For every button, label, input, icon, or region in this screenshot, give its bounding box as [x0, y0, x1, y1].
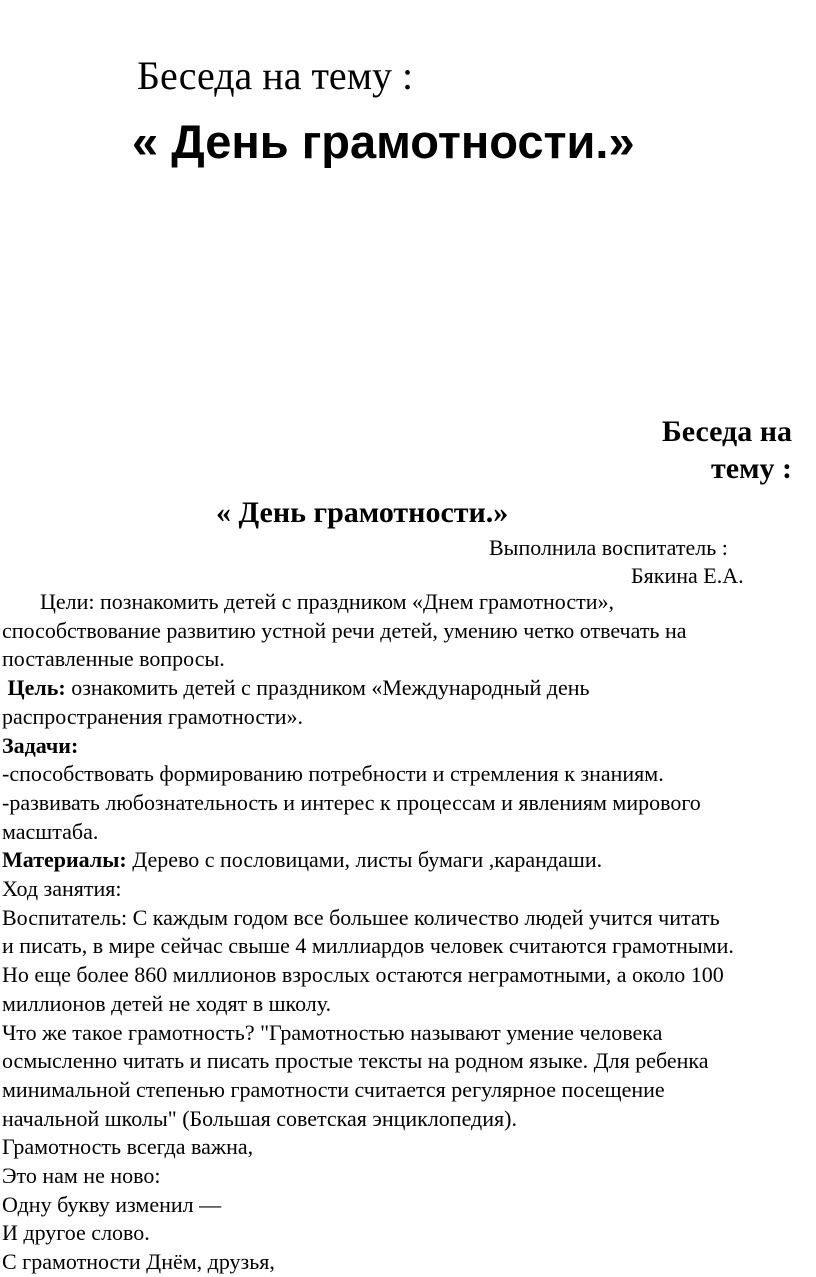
poem-line-4: И другое слово.: [2, 1220, 150, 1246]
paragraph-2-line-2: осмысленно читать и писать простые тексты на родном языке. Для ребенка: [2, 1048, 709, 1074]
paragraph-1-line-4: миллионов детей не ходят в школу.: [2, 990, 332, 1016]
author-block: [489, 534, 789, 590]
paragraph-2-line-3: минимальной степенью грамотности считается регулярное посещение: [2, 1076, 665, 1102]
materials-label: Материалы:: [2, 847, 127, 873]
cover-title: « День грамотности.»: [132, 115, 635, 168]
goal-label: Цель:: [7, 675, 66, 701]
paragraph-1-line-1: Воспитатель: С каждым годом все большее количество людей учится читать: [2, 904, 720, 930]
poem-line-3: Одну букву изменил —: [2, 1191, 222, 1217]
author-name: Бякина Е.А.: [631, 563, 744, 588]
goals-line-1: Цели: познакомить детей с праздником «Днем грамотности»,: [40, 589, 615, 614]
heading-line-1: Беседа на: [661, 415, 792, 448]
goals-line-3: поставленные вопросы.: [2, 646, 225, 672]
task-1: -способствовать формированию потребности и стремления к знаниям.: [2, 761, 664, 787]
poem-line-5: С грамотности Днём, друзья,: [2, 1249, 275, 1275]
paragraph-1-line-2: и писать, в мире сейчас свыше 4 миллиардов человек считаются грамотными.: [2, 933, 734, 959]
paragraph-1-line-3: Но еще более 860 миллионов взрослых остаются неграмотными, а около 100: [2, 962, 724, 988]
lesson-course: Ход занятия:: [2, 876, 122, 902]
cover-subtitle: Беседа на тему :: [137, 53, 414, 98]
author-role: Выполнила воспитатель :: [489, 535, 728, 560]
heading-block: [602, 413, 792, 487]
materials-line: [2, 846, 814, 875]
goal-text: ознакомить детей с праздником «Международный день: [65, 675, 590, 701]
goal-line-2: распространения грамотности».: [2, 703, 303, 729]
task-2-line-2: масштаба.: [2, 818, 99, 844]
poem-line-2: Это нам не ново:: [2, 1163, 161, 1189]
tasks-label: Задачи:: [2, 732, 79, 758]
goals-line-2: способствование развитию устной речи детей, умению четко отвечать на: [2, 617, 687, 643]
body-text: [2, 588, 814, 1277]
heading-title: « День грамотности.»: [216, 496, 509, 529]
heading-line-2: тему :: [711, 452, 792, 485]
materials-text: Дерево с пословицами, листы бумаги ,карандаши.: [126, 847, 603, 873]
paragraph-2-line-1: Что же такое грамотность? "Грамотностью называют умение человека: [2, 1019, 663, 1045]
goal-line-1: [2, 674, 814, 703]
poem-line-1: Грамотность всегда важна,: [2, 1134, 254, 1160]
paragraph-2-line-4: начальной школы" (Большая советская энциклопедия).: [2, 1105, 517, 1131]
task-2-line-1: -развивать любознательность и интерес к процессам и явлениям мирового: [2, 789, 701, 815]
